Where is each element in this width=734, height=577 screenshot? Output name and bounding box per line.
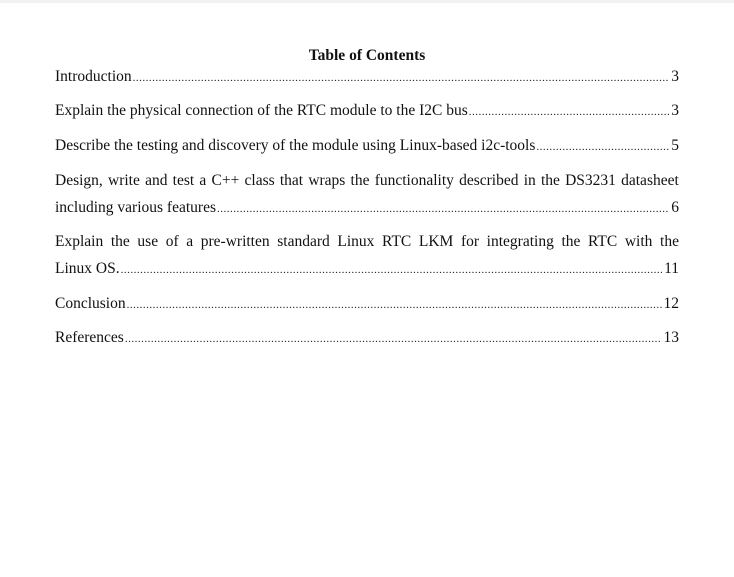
toc-word: RTC (588, 233, 618, 250)
toc-word: standard (277, 233, 330, 250)
toc-word: RTC (382, 233, 412, 250)
toc-word: the (350, 172, 370, 189)
dot-leader (125, 326, 662, 353)
toc-entry-rtc-lkm[interactable] (55, 228, 679, 282)
toc-word: functionality (374, 172, 454, 189)
toc-word: that (279, 172, 304, 189)
toc-page-number: 11 (664, 260, 679, 277)
toc-word: use (137, 233, 159, 250)
dot-leader (469, 99, 669, 126)
dot-leader (217, 196, 669, 223)
toc-entry-conclusion[interactable] (55, 290, 679, 317)
toc-entry-text: Conclusion (55, 295, 126, 312)
dot-leader (127, 292, 662, 319)
toc-entry-cpp-class[interactable] (55, 167, 679, 221)
toc-word: for (460, 233, 480, 250)
toc-page-number: 12 (663, 295, 679, 312)
toc-entry-references[interactable] (55, 324, 679, 351)
toc-word: the (660, 233, 679, 250)
toc-entry-text-line1 (55, 167, 679, 194)
toc-word: Linux (337, 233, 375, 250)
toc-word: class (244, 172, 275, 189)
toc-title: Table of Contents (308, 47, 426, 64)
toc-word: Design, (55, 172, 103, 189)
toc-word: test (172, 172, 195, 189)
toc-entry-text: Introduction (55, 68, 132, 85)
toc-word: the (110, 233, 130, 250)
toc-page-number: 3 (671, 102, 679, 119)
toc-entry-text: Explain the physical connection of the RTC module to the I2C bus (55, 102, 468, 119)
toc-page-number: 13 (663, 329, 679, 346)
toc-word: LKM (418, 233, 454, 250)
toc-entry-text: Describe the testing and discovery of the module using Linux-based i2c-tools (55, 137, 536, 154)
toc-entry-text-line2: including various features (55, 199, 216, 216)
toc-word: DS3231 (565, 172, 616, 189)
toc-page-number: 6 (671, 199, 679, 216)
toc-word: and (145, 172, 168, 189)
toc-word: a (186, 233, 194, 250)
toc-word: integrating (486, 233, 554, 250)
toc-entry-physical-connection[interactable] (55, 97, 679, 124)
toc-word: datasheet (621, 172, 679, 189)
toc-word: the (540, 172, 560, 189)
toc-entry-text-line1 (55, 228, 679, 255)
toc-word: C++ (211, 172, 240, 189)
toc-page-number: 3 (671, 68, 679, 85)
toc-entry-text: References (55, 329, 124, 346)
dot-leader (133, 65, 670, 92)
toc-word: with (624, 233, 653, 250)
dot-leader (121, 257, 662, 284)
dot-leader (536, 134, 669, 161)
toc-word: in (523, 172, 536, 189)
toc-entry-text-line2: Linux OS. (55, 260, 120, 277)
toc-word: a (199, 172, 207, 189)
toc-word: wraps (308, 172, 346, 189)
top-border (0, 0, 734, 3)
toc-word: the (561, 233, 581, 250)
toc-word: pre-written (200, 233, 270, 250)
toc-word: write (108, 172, 140, 189)
toc-word: of (165, 233, 179, 250)
toc-word: Explain (55, 233, 104, 250)
toc-entry-testing-discovery[interactable] (55, 132, 679, 159)
toc-entry-introduction[interactable] (55, 63, 679, 90)
toc-word: described (459, 172, 519, 189)
toc-page-number: 5 (671, 137, 679, 154)
